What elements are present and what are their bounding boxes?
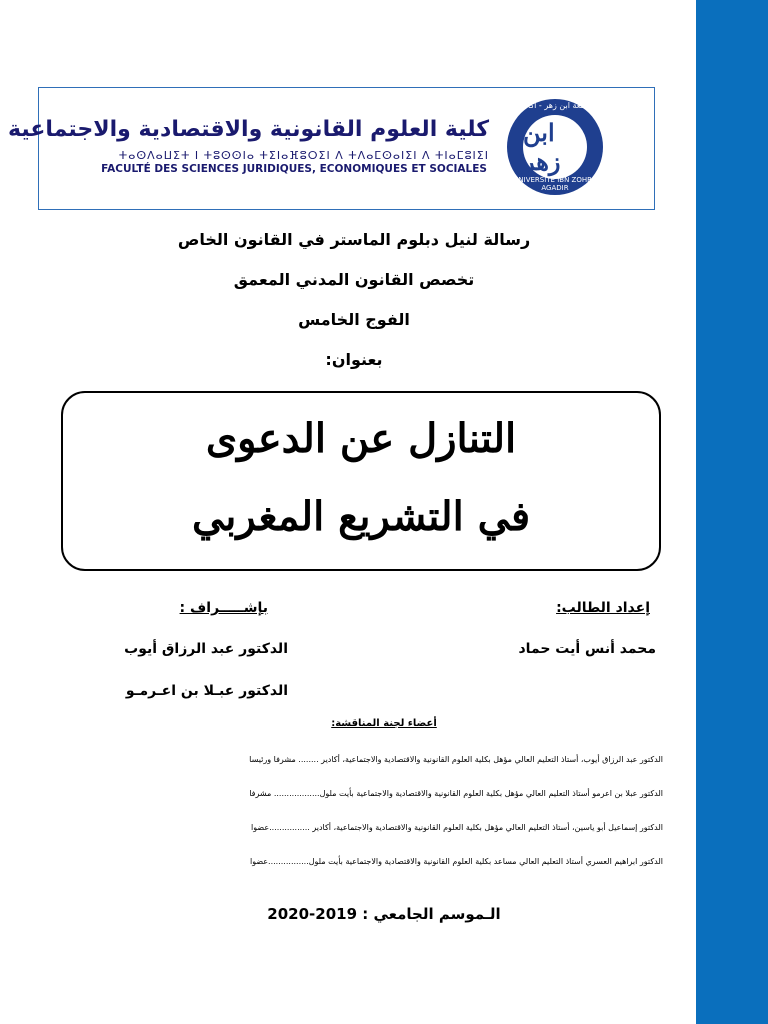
student-label: إعداد الطالب:: [556, 600, 650, 616]
thesis-title-line2: في التشريع المغربي: [191, 493, 531, 540]
faculty-header: [8, 87, 655, 210]
committee-member: الدكتور عبد الرزاق أيوب، أستاذ التعليم العالي مؤهل بكلية العلوم القانونية والاقتصادية والاجتماعية، أكادير ........ مشرفا ورئيسا: [249, 755, 663, 764]
thesis-title-line1: التنازل عن الدعوى: [205, 415, 517, 462]
supervisor-1: الدكتور عبد الرزاق أيوب: [124, 641, 288, 657]
thesis-title-box: [61, 391, 661, 571]
committee-member: الدكتور ابراهيم العسري أستاذ التعليم العالي مساعد بكلية العلوم القانونية والاقتصادية والاجتماعية بأيت ملول................عضوا: [249, 857, 663, 866]
logo-arabic-ring: جامعة ابن زهر - أكادير: [517, 101, 593, 110]
student-name: محمد أنس أيت حماد: [518, 641, 656, 657]
university-logo: [507, 99, 603, 195]
supervisor-2: الدكتور عبـلا بن اعـرمـو: [125, 683, 288, 699]
committee-member: الدكتور عبلا بن اعرمو أستاذ التعليم العالي مؤهل بكلية العلوم القانونية والاقتصادية والاجتماعية بأيت ملول.................. مشرفا: [249, 789, 663, 798]
degree-line: رسالة لنيل دبلوم الماستر في القانون الخاص: [177, 230, 531, 249]
faculty-name-tifinagh: ⵜⴰⵙⴷⴰⵡⵉⵜ ⵏ ⵜⵓⵙⵙⵏⴰ ⵜⵉⵏⴰⴼⵓⵔⵉⵏ ⴷ ⵜⴷⴰⵎⵙⴰⵏⵉⵏ ⴷ ⵜⵏⴰⵎⵓⵏⵉⵏ: [118, 149, 489, 162]
logo-latin-ring: UNIVERSITÉ IBN ZOHR - AGADIR: [513, 176, 597, 192]
committee-title: أعضاء لجنة المناقشة:: [331, 718, 437, 729]
faculty-name-french: FACULTÉ DES SCIENCES JURIDIQUES, ECONOMIQUES ET SOCIALES: [101, 163, 487, 175]
supervision-label: بإشـــــراف :: [179, 600, 268, 616]
logo-emblem: ابن زهر: [523, 115, 587, 179]
committee-member: الدكتور إسماعيل أبو ياسين، أستاذ التعليم العالي مؤهل بكلية العلوم القانونية والاقتصادية والاجتماعية، أكادير ................عضوا: [251, 823, 663, 832]
specialty-line: تخصص القانون المدني المعمق: [233, 270, 475, 289]
cohort-line: الفوج الخامس: [298, 310, 410, 329]
title-heading: بعنوان:: [325, 350, 383, 369]
academic-year: الـموسم الجامعي : 2019-2020: [267, 905, 501, 923]
faculty-name-arabic: كلية العلوم القانونية والاقتصادية والاجتماعية: [8, 117, 489, 142]
side-color-bar: [696, 0, 768, 1024]
